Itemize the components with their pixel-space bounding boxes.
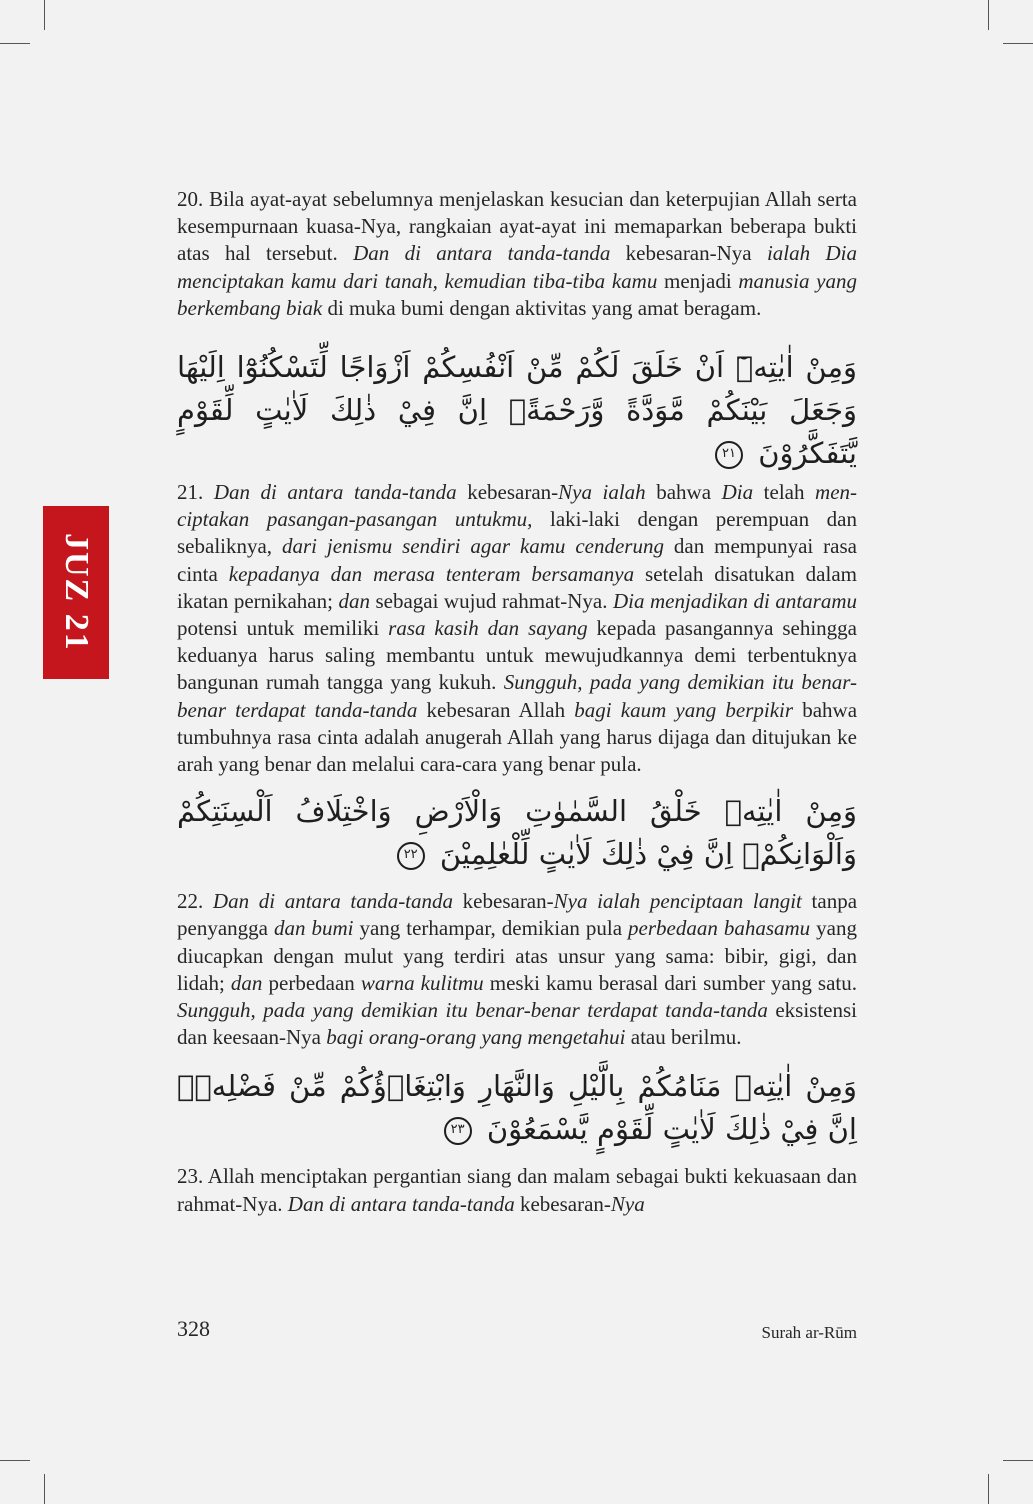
italic-run: ialah Dia menciptakan kamu dari tanah, kemudian tiba-tiba kamu — [177, 241, 857, 293]
text-run: menjadi — [657, 268, 739, 293]
text-run: bahwa — [645, 480, 722, 505]
verse-22-text: وَمِنْ اٰيٰتِهٖ خَلْقُ السَّمٰوٰتِ وَالْاَرْضِ وَاخْتِلَافُ اَلْسِنَتِكُمْ وَاَلْوَانِكُمْۗ اِنَّ فِيْ ذٰلِكَ لَاٰيٰتٍ لِّلْعٰلِمِيْنَ — [177, 794, 857, 872]
page-content — [177, 186, 857, 1218]
italic-run: Nya — [610, 1191, 645, 1216]
text-run: kebesaran Allah — [417, 697, 575, 722]
page-number: 328 — [177, 1316, 210, 1341]
crop-mark — [988, 0, 989, 30]
verse-21-number: ٢١ — [715, 441, 743, 469]
text-run: sebagai wujud rahmat-Nya. — [369, 588, 613, 613]
italic-run: dari jenismu sendiri agar kamu cenderung — [281, 534, 664, 559]
commentary-23 — [177, 1163, 857, 1217]
italic-run: bagi orang-orang yang mengetahui — [326, 1025, 626, 1050]
italic-run: perbedaan bahasamu — [628, 916, 811, 941]
text-run: laki-laki dengan perempuan dan sebaliknya, — [177, 507, 857, 559]
italic-run: rasa kasih dan sayang — [388, 616, 588, 641]
italic-run: manusia yang berkembang biak — [177, 268, 857, 320]
commentary-20 — [177, 186, 857, 322]
text-run: eksistensi dan keesaan-Nya — [177, 998, 857, 1050]
italic-run: Sungguh, pada yang demikian itu benar-benar terdapat tanda-tanda — [177, 670, 857, 722]
italic-run: Sungguh, pada yang demikian itu benar-benar terdapat tanda-tanda — [177, 998, 768, 1023]
verse-21 — [177, 346, 857, 475]
text-run: potensi untuk memiliki — [177, 616, 389, 641]
text-run: 22. — [177, 889, 213, 914]
commentary-21 — [177, 479, 857, 778]
text-run: tanpa penyangga — [177, 889, 858, 941]
crop-mark — [0, 43, 30, 44]
italic-run: Dan di antara tanda-tanda — [213, 480, 457, 505]
crop-mark — [988, 1474, 989, 1504]
verse-21-text: وَمِنْ اٰيٰتِهٖٓ اَنْ خَلَقَ لَكُمْ مِّنْ اَنْفُسِكُمْ اَزْوَاجًا لِّتَسْكُنُوْٓا اِلَيْهَا وَجَعَلَ بَيْنَكُمْ مَّوَدَّةً وَّرَحْمَةًۗ اِنَّ فِيْ ذٰلِكَ لَاٰيٰتٍ لِّقَوْمٍ يَّتَفَكَّرُوْنَ — [177, 350, 857, 471]
text-run: 20. Bila ayat-ayat sebelumnya menjelaskan kesucian dan keterpujian Allah serta kesempurnaan kuasa-Nya, rangkaian ayat-ayat ini memaparkan beberapa bukti atas hal tersebut. — [177, 187, 857, 266]
text-run: bahwa tumbuhnya rasa cinta adalah anugerah Allah yang harus dijaga dan ditujukan ke arah yang benar dan melalui cara-cara yang benar pula. — [177, 697, 858, 777]
text-run: kebesaran- — [453, 889, 554, 914]
italic-run: menciptakan pasangan-pasangan untukmu, — [177, 480, 858, 532]
crop-mark — [1003, 43, 1033, 44]
crop-mark — [44, 1474, 45, 1504]
crop-mark — [0, 1460, 30, 1461]
crop-mark — [1003, 1460, 1033, 1461]
italic-run: Dan di antara tanda-tanda — [212, 889, 454, 914]
text-run: kebesaran-Nya — [610, 241, 767, 266]
text-run: perbedaan — [262, 970, 361, 995]
italic-run: Dia menjadikan di antaramu — [612, 588, 857, 613]
text-run: yang diucapkan dengan mulut yang terdiri atas unsur yang sama: bibir, gigi, dan lidah; — [177, 916, 857, 995]
text-run: meski kamu berasal dari sumber yang satu. — [483, 970, 857, 995]
text-run: dan mempunyai rasa cinta — [177, 534, 857, 586]
verse-22 — [177, 790, 857, 876]
text-run: atau berilmu. — [625, 1025, 742, 1050]
text-run: kebesaran- — [456, 480, 559, 505]
italic-run: Dan di antara tanda-tanda — [353, 241, 611, 266]
verse-23-number: ٢٣ — [444, 1117, 472, 1145]
italic-run: Nya ialah — [558, 480, 646, 505]
juz-label: JUZ 21 — [58, 533, 95, 652]
text-run: 21. — [177, 480, 214, 505]
verse-23-text: وَمِنْ اٰيٰتِهٖ مَنَامُكُمْ بِالَّيْلِ وَالنَّهَارِ وَابْتِغَاۤؤُكُمْ مِّنْ فَضْلِهٖۗ اِنَّ فِيْ ذٰلِكَ لَاٰيٰتٍ لِّقَوْمٍ يَّسْمَعُوْنَ — [177, 1069, 857, 1147]
italic-run: kepadanya dan merasa tenteram bersamanya — [228, 561, 635, 586]
text-run: telah — [753, 480, 816, 505]
text-run: yang terhampar, demikian pula — [353, 916, 629, 941]
text-run: kebesaran- — [514, 1191, 611, 1216]
verse-22-number: ٢٢ — [397, 842, 425, 870]
text-run: di muka bumi dengan aktivitas yang amat beragam. — [322, 295, 762, 320]
italic-run: dan — [230, 970, 263, 995]
italic-run: Dan di antara tanda-tanda — [287, 1191, 515, 1216]
text-run: kepada pasangannya sehingga keduanya harus saling membantu untuk mewujudkannya demi terbentuknya bangunan rumah tangga yang kukuh. — [177, 616, 857, 695]
verse-23 — [177, 1065, 857, 1151]
italic-run: dan — [338, 588, 370, 613]
text-run: 23. Allah menciptakan pergantian siang dan malam sebagai bukti kekuasaan dan rahmat-Nya. — [177, 1164, 857, 1216]
crop-mark — [44, 0, 45, 30]
running-footer-surah: Surah ar-Rūm — [761, 1323, 857, 1342]
juz-tab — [43, 506, 109, 679]
italic-run: bagi kaum yang berpikir — [574, 697, 794, 722]
italic-run: dan bumi — [273, 916, 354, 941]
commentary-22 — [177, 888, 857, 1051]
italic-run: warna kulitmu — [360, 970, 484, 995]
italic-run: Nya ialah penciptaan langit — [553, 889, 802, 914]
text-run: setelah disatukan dalam ikatan pernikahan; — [177, 561, 857, 613]
italic-run: Dia — [721, 480, 754, 505]
